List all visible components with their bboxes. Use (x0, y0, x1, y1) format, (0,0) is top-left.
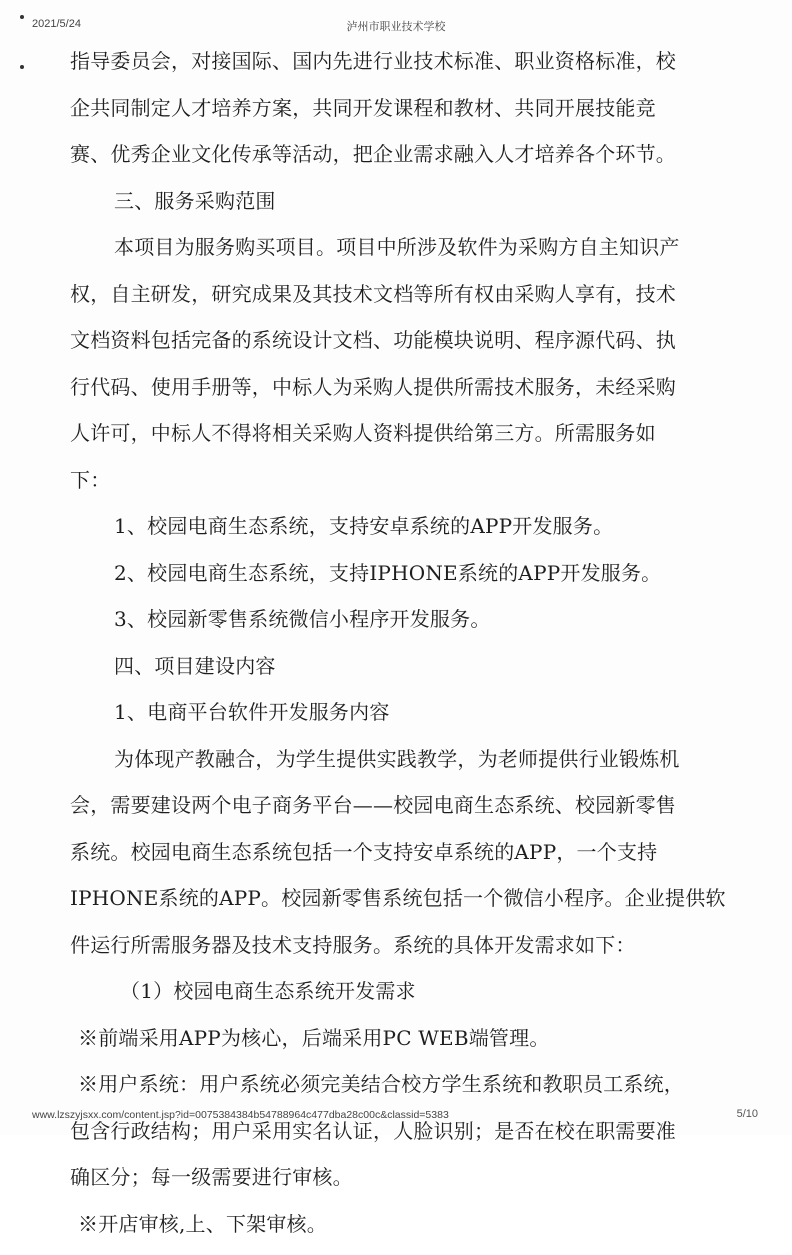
note-line: ※开店审核,上、下架审核。 (70, 1209, 720, 1255)
footer-url: www.lzszyjsxx.com/content.jsp?id=0075384384b54788964c477dba28c00c&classid=5383 (32, 1109, 449, 1121)
note-line: ※用户系统：用户系统必须完美结合校方学生系统和教职员工系统， (70, 1069, 720, 1116)
paragraph-line: 文档资料包括完备的系统设计文档、功能模块说明、程序源代码、执 (70, 325, 720, 372)
document-body (70, 46, 720, 1255)
paragraph-line: 系统。校园电商生态系统包括一个支持安卓系统的APP，一个支持 (70, 837, 720, 884)
paragraph-line: 企共同制定人才培养方案，共同开发课程和教材、共同开展技能竞 (70, 93, 720, 140)
paragraph-line: 人许可，中标人不得将相关采购人资料提供给第三方。所需服务如 (70, 418, 720, 465)
paragraph-line: 行代码、使用手册等，中标人为采购人提供所需技术服务，未经采购 (70, 372, 720, 419)
paragraph-line: 下： (70, 465, 720, 512)
paragraph-line: 会，需要建设两个电子商务平台——校园电商生态系统、校园新零售 (70, 790, 720, 837)
paragraph-line: IPHONE系统的APP。校园新零售系统包括一个微信小程序。企业提供软 (70, 883, 720, 930)
paragraph-line: 包含行政结构；用户采用实名认证，人脸识别；是否在校在职需要准 (70, 1116, 720, 1163)
page-number: 5/10 (737, 1108, 758, 1120)
paragraph-line: 为体现产教融合，为学生提供实践教学，为老师提供行业锻炼机 (70, 744, 720, 791)
page-header-title: 泸州市职业技术学校 (0, 18, 792, 34)
paragraph-line: 指导委员会，对接国际、国内先进行业技术标准、职业资格标准，校 (70, 46, 720, 93)
list-item: 2、校园电商生态系统，支持IPHONE系统的APP开发服务。 (70, 558, 720, 605)
paragraph-line: 件运行所需服务器及技术支持服务。系统的具体开发需求如下： (70, 930, 720, 977)
requirement-heading: （1）校园电商生态系统开发需求 (70, 976, 720, 1023)
list-item: 3、校园新零售系统微信小程序开发服务。 (70, 604, 720, 651)
list-item: 1、校园电商生态系统，支持安卓系统的APP开发服务。 (70, 511, 720, 558)
paragraph-line: 本项目为服务购买项目。项目中所涉及软件为采购方自主知识产 (70, 232, 720, 279)
subsection-heading: 1、电商平台软件开发服务内容 (70, 697, 720, 744)
print-date: 2021/5/24 (32, 18, 81, 30)
paragraph-line: 确区分；每一级需要进行审核。 (70, 1162, 720, 1209)
paragraph-line: 权，自主研发，研究成果及其技术文档等所有权由采购人享有，技术 (70, 279, 720, 326)
paragraph-line: 赛、优秀企业文化传承等活动，把企业需求融入人才培养各个环节。 (70, 139, 720, 186)
note-line: ※前端采用APP为核心，后端采用PC WEB端管理。 (70, 1023, 720, 1070)
section-heading: 四、项目建设内容 (70, 651, 720, 698)
scan-mark (20, 65, 24, 69)
section-heading: 三、服务采购范围 (70, 186, 720, 233)
